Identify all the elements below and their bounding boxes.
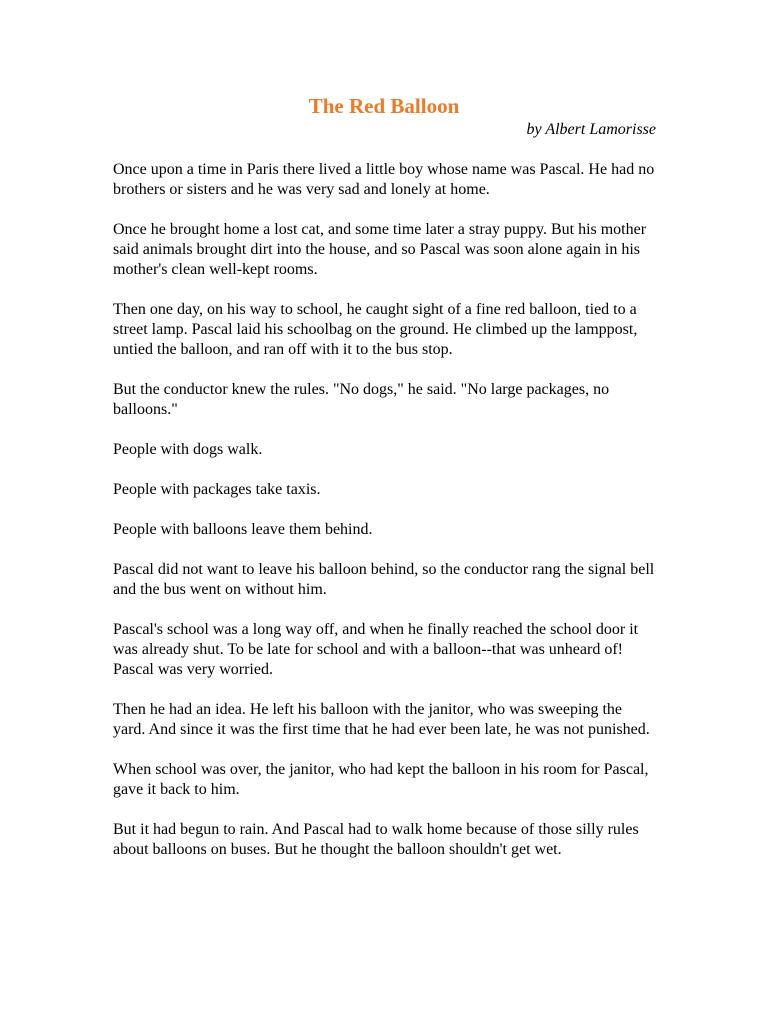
paragraph: Once he brought home a lost cat, and some time later a stray puppy. But his mother said animals brought dirt into the house, and so Pascal was soon alone again in his mother's clean well-kept rooms. (113, 221, 647, 278)
document-title: The Red Balloon (308, 94, 460, 118)
paragraph: People with packages take taxis. (113, 481, 321, 498)
author-byline: by Albert Lamorisse (526, 121, 656, 138)
paragraph: But it had begun to rain. And Pascal had to walk home because of those silly rules about balloons on buses. But he thought the balloon shouldn't get wet. (113, 821, 639, 858)
paragraph: Pascal did not want to leave his balloon behind, so the conductor rang the signal bell and the bus went on without him. (113, 561, 655, 598)
paragraph: But the conductor knew the rules. "No dogs," he said. "No large packages, no balloons." (113, 381, 610, 418)
paragraph: People with balloons leave them behind. (113, 521, 373, 538)
story-body (113, 160, 658, 880)
paragraph: Pascal's school was a long way off, and when he finally reached the school door it was already shut. To be late for school and with a balloon--that was unheard of! Pascal was very worried. (113, 621, 639, 678)
paragraph: Once upon a time in Paris there lived a little boy whose name was Pascal. He had no brothers or sisters and he was very sad and lonely at home. (113, 161, 655, 198)
paragraph: When school was over, the janitor, who had kept the balloon in his room for Pascal, gave it back to him. (113, 761, 649, 798)
paragraph: People with dogs walk. (113, 441, 263, 458)
paragraph: Then one day, on his way to school, he caught sight of a fine red balloon, tied to a street lamp. Pascal laid his schoolbag on the ground. He climbed up the lamppost, untied the balloon, and ran off with it to the bus stop. (113, 301, 638, 358)
paragraph: Then he had an idea. He left his balloon with the janitor, who was sweeping the yard. And since it was the first time that he had ever been late, he was not punished. (113, 701, 650, 738)
